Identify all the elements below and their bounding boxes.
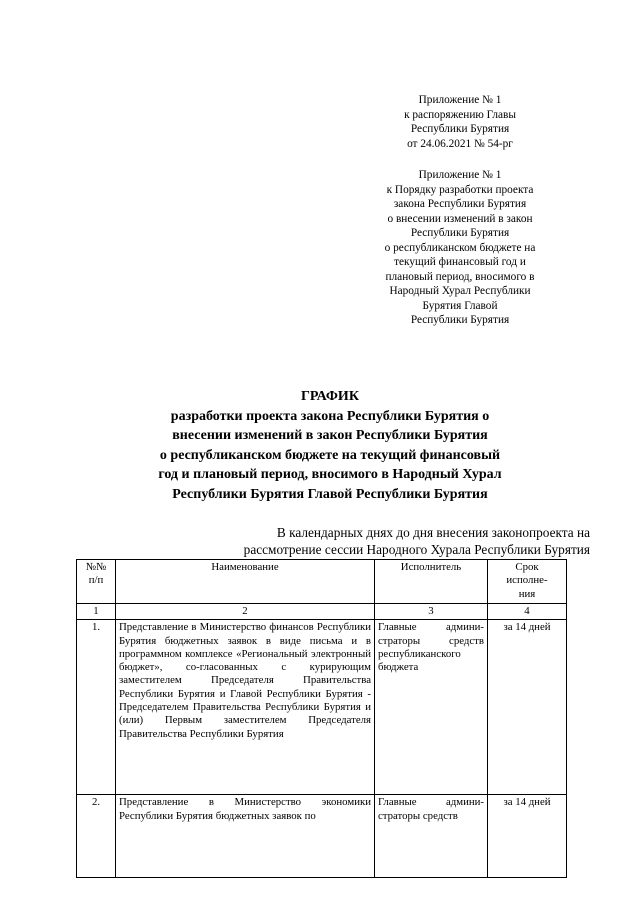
column-number-row	[77, 604, 567, 620]
row-num: 1.	[77, 620, 116, 795]
appendix-2-line: Республики Бурятия	[410, 227, 510, 239]
appendix-1-line: Республики Бурятия	[410, 123, 510, 135]
appendix-2-line: плановый период, вносимого в	[385, 270, 535, 283]
caption-line: рассмотрение сессии Народного Хурала Республики Бурятия	[243, 542, 590, 557]
document-title	[110, 387, 550, 504]
header-num: №№ п/п	[77, 560, 116, 604]
title-line: разработки проекта закона Республики Бурятия о	[170, 408, 490, 424]
appendix-2-line: к Порядку разработки проекта	[386, 183, 534, 196]
table-caption	[150, 524, 590, 558]
appendix-2-block	[360, 168, 560, 328]
schedule-table	[76, 559, 567, 878]
appendix-2-line: о республиканском бюджете на	[384, 241, 536, 254]
title-line: год и плановый период, вносимого в Народный Хурал	[158, 467, 502, 482]
row-deadline: за 14 дней	[488, 795, 567, 878]
appendix-2-line: Бурятия Главой	[422, 299, 498, 312]
header-executor: Исполнитель	[375, 560, 488, 604]
appendix-1-block	[360, 93, 560, 151]
header-name: Наименование	[116, 560, 375, 604]
appendix-2-line: о внесении изменений в закон	[387, 212, 533, 225]
row-name: Представление в Министерство экономики Республики Бурятия бюджетных заявок по	[116, 795, 375, 878]
appendix-2-line: закона Республики Бурятия	[393, 198, 527, 210]
title-line: Республики Бурятия Главой Республики Бурятия	[172, 486, 488, 502]
appendix-2-line: Приложение № 1	[418, 169, 502, 181]
column-number: 2	[116, 604, 375, 620]
row-name: Представление в Министерство финансов Республики Бурятия бюджетных заявок в виде письма и в программном комплексе «Региональный электронный бюджет», со-гласованных с курирующим заместителем Председателя Правительства Республики Бурятия и Главой Республики Бурятия - Председателем Правительства Республики Бурятия и (или) Первым заместителем Председателя Правительства Республики Бурятия	[116, 620, 375, 795]
title-line: о республиканском бюджете на текущий финансовый	[159, 447, 501, 463]
row-executor: Главные админи-страторы средств	[375, 795, 488, 878]
appendix-2-line: Республики Бурятия	[410, 314, 510, 326]
column-number: 3	[375, 604, 488, 620]
appendix-2-line: текущий финансовый год и	[394, 256, 526, 268]
appendix-1-line: от 24.06.2021 № 54-рг	[407, 137, 513, 150]
title-line: ГРАФИК	[301, 389, 359, 404]
table-row	[77, 620, 567, 795]
row-num: 2.	[77, 795, 116, 878]
appendix-2-line: Народный Хурал Республики	[389, 285, 531, 297]
table-row	[77, 795, 567, 878]
caption-line: В календарных днях до дня внесения законопроекта на	[276, 525, 590, 540]
table-header-row	[77, 560, 567, 604]
column-number: 4	[488, 604, 567, 620]
header-deadline: Срок исполне- ния	[488, 560, 567, 604]
row-deadline: за 14 дней	[488, 620, 567, 795]
title-line: внесении изменений в закон Республики Бурятия	[172, 428, 488, 443]
appendix-1-line: Приложение № 1	[418, 94, 502, 106]
row-executor: Главные админи-страторы средств республиканского бюджета	[375, 620, 488, 795]
appendix-1-line: к распоряжению Главы	[404, 108, 516, 121]
column-number: 1	[77, 604, 116, 620]
